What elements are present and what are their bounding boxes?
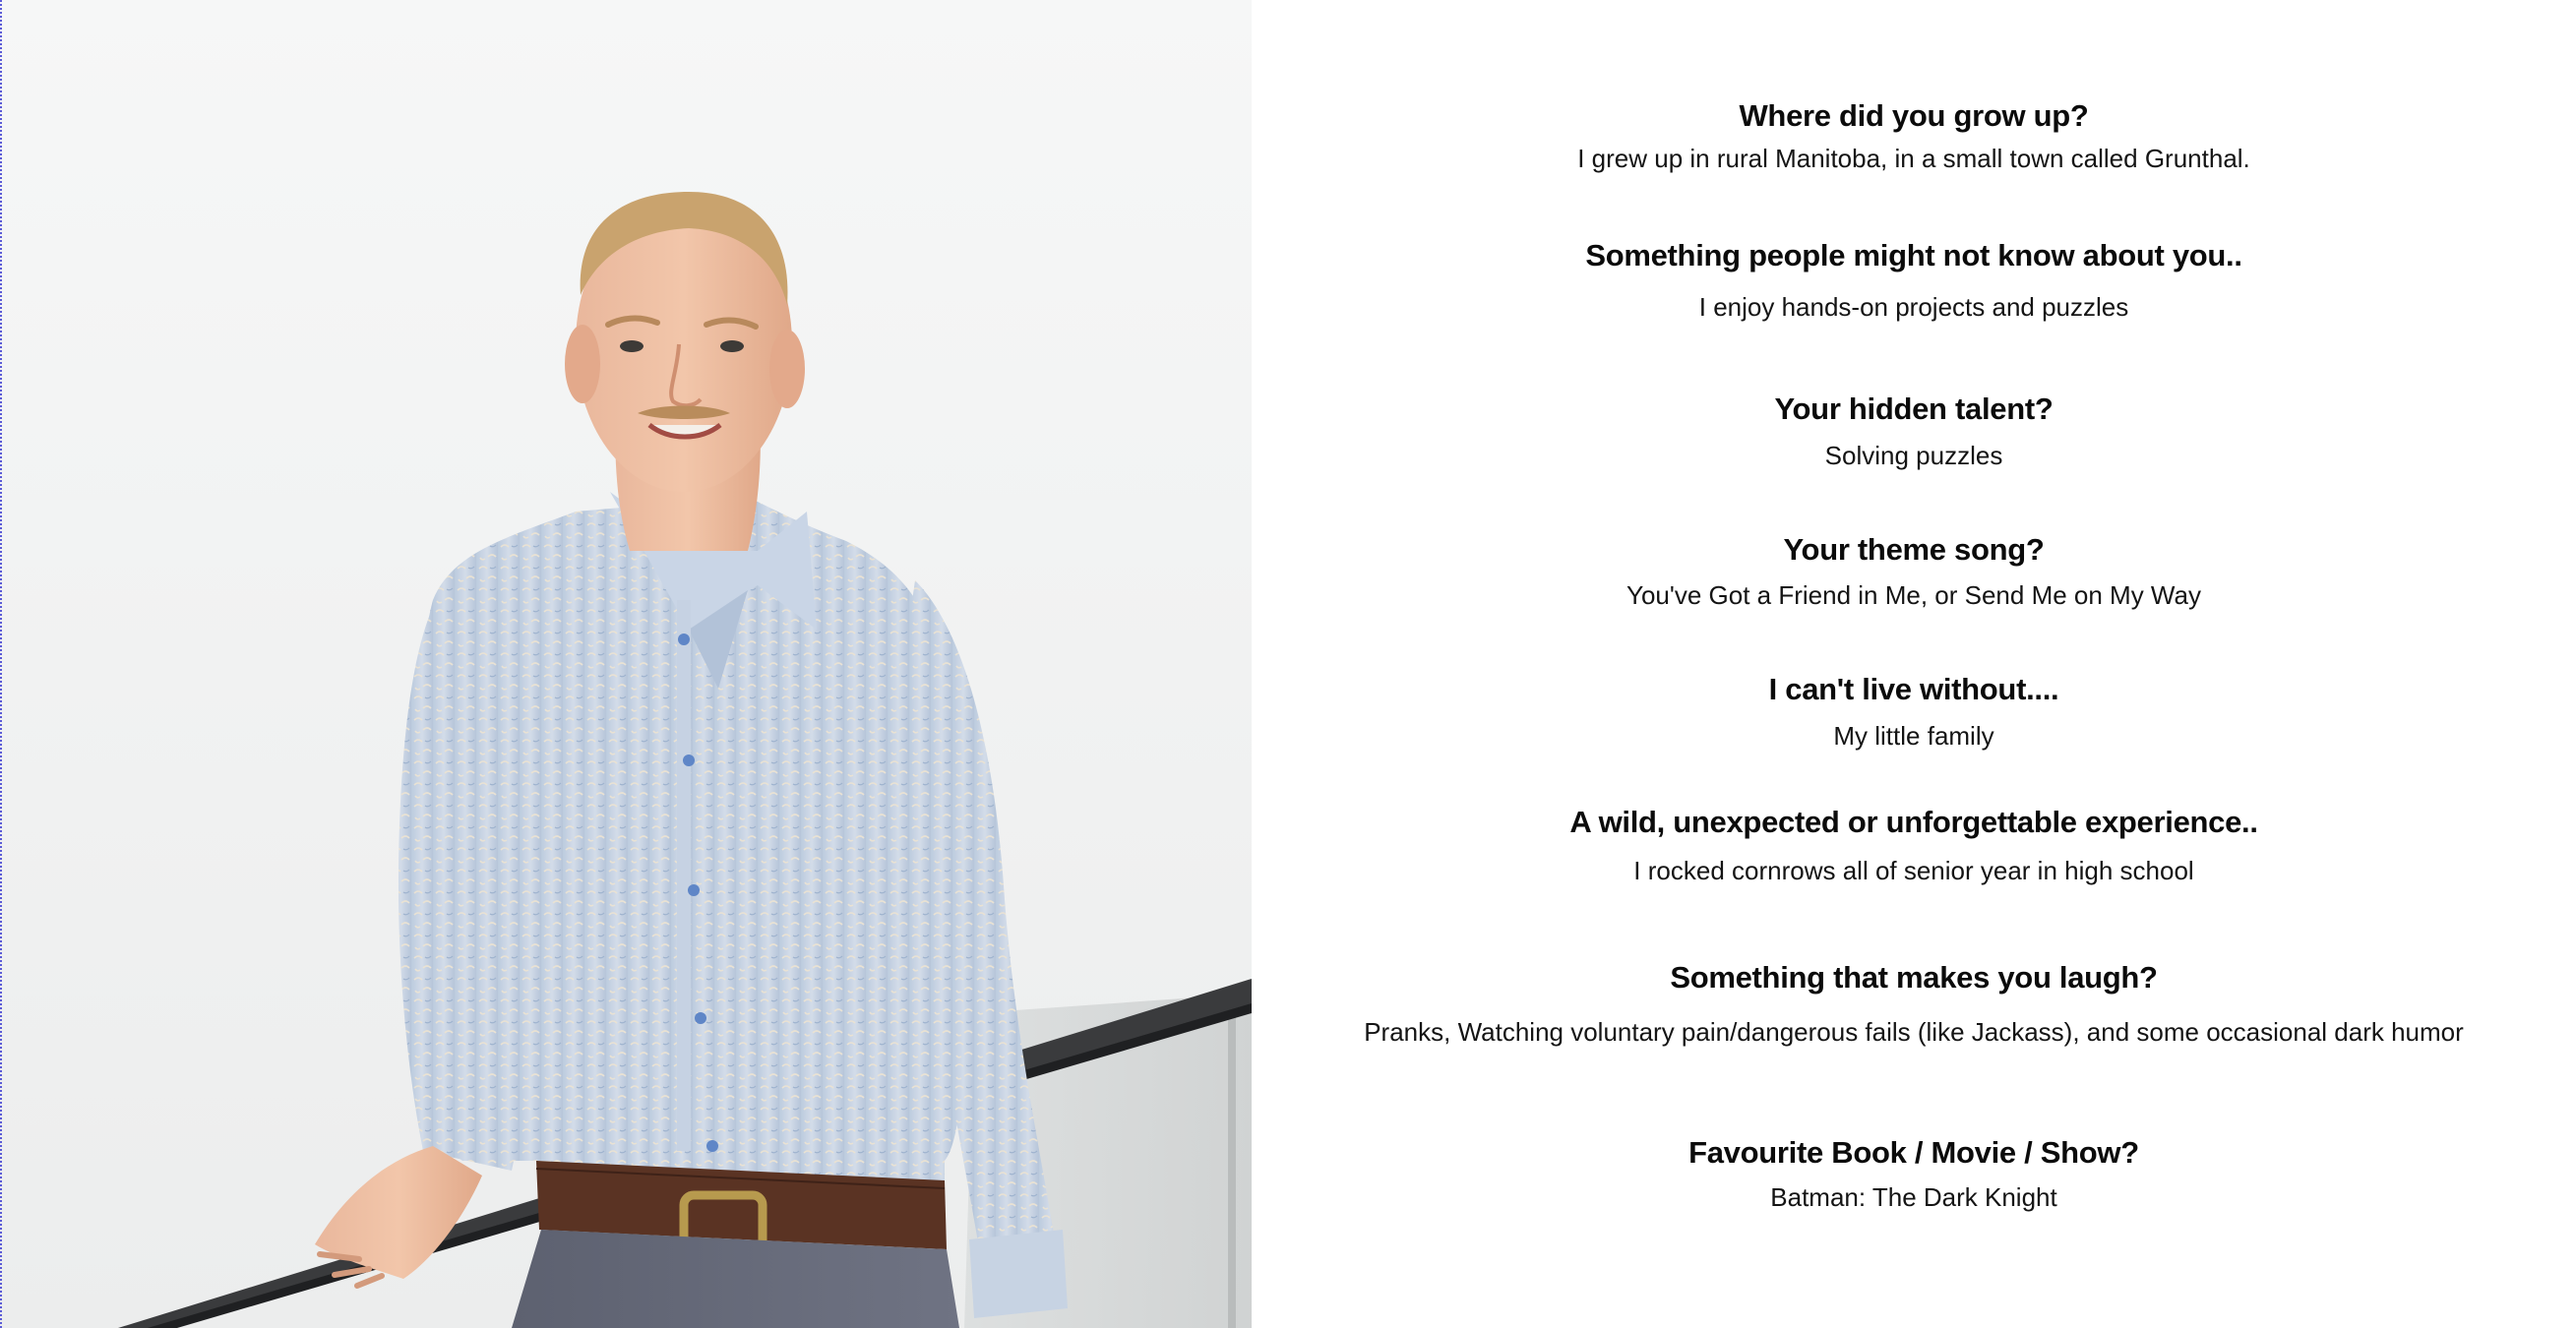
qa-item — [1252, 803, 2576, 887]
qa-item — [1252, 390, 2576, 472]
qa-item — [1252, 96, 2576, 175]
qa-item — [1252, 1133, 2576, 1214]
question: Your theme song? — [1783, 532, 2045, 567]
answer: I enjoy hands-on projects and puzzles — [1698, 292, 2129, 322]
answer: Pranks, Watching voluntary pain/dangerous fails (like Jackass), and some occasional dark humor — [1364, 1017, 2464, 1047]
question: Something people might not know about you.. — [1585, 238, 2242, 272]
qa-item — [1252, 670, 2576, 753]
question: Something that makes you laugh? — [1670, 960, 2158, 995]
profile-photo — [0, 0, 1252, 1328]
question: Favourite Book / Movie / Show? — [1688, 1135, 2139, 1170]
question: I can't live without.... — [1768, 672, 2059, 706]
answer: Batman: The Dark Knight — [1770, 1182, 2057, 1212]
question: A wild, unexpected or unforgettable experience.. — [1569, 805, 2258, 839]
qa-item — [1252, 530, 2576, 612]
qa-item — [1252, 236, 2576, 324]
answer: I grew up in rural Manitoba, in a small town called Grunthal. — [1577, 144, 2250, 173]
qa-panel — [1252, 0, 2576, 1328]
answer: My little family — [1833, 721, 1994, 751]
answer: Solving puzzles — [1824, 441, 2003, 470]
answer: You've Got a Friend in Me, or Send Me on My Way — [1626, 580, 2201, 610]
answer: I rocked cornrows all of senior year in high school — [1633, 856, 2194, 885]
left-edge-guide — [0, 0, 2, 1328]
question: Where did you grow up? — [1739, 98, 2089, 133]
question: Your hidden talent? — [1774, 392, 2054, 426]
qa-item — [1252, 958, 2576, 1049]
